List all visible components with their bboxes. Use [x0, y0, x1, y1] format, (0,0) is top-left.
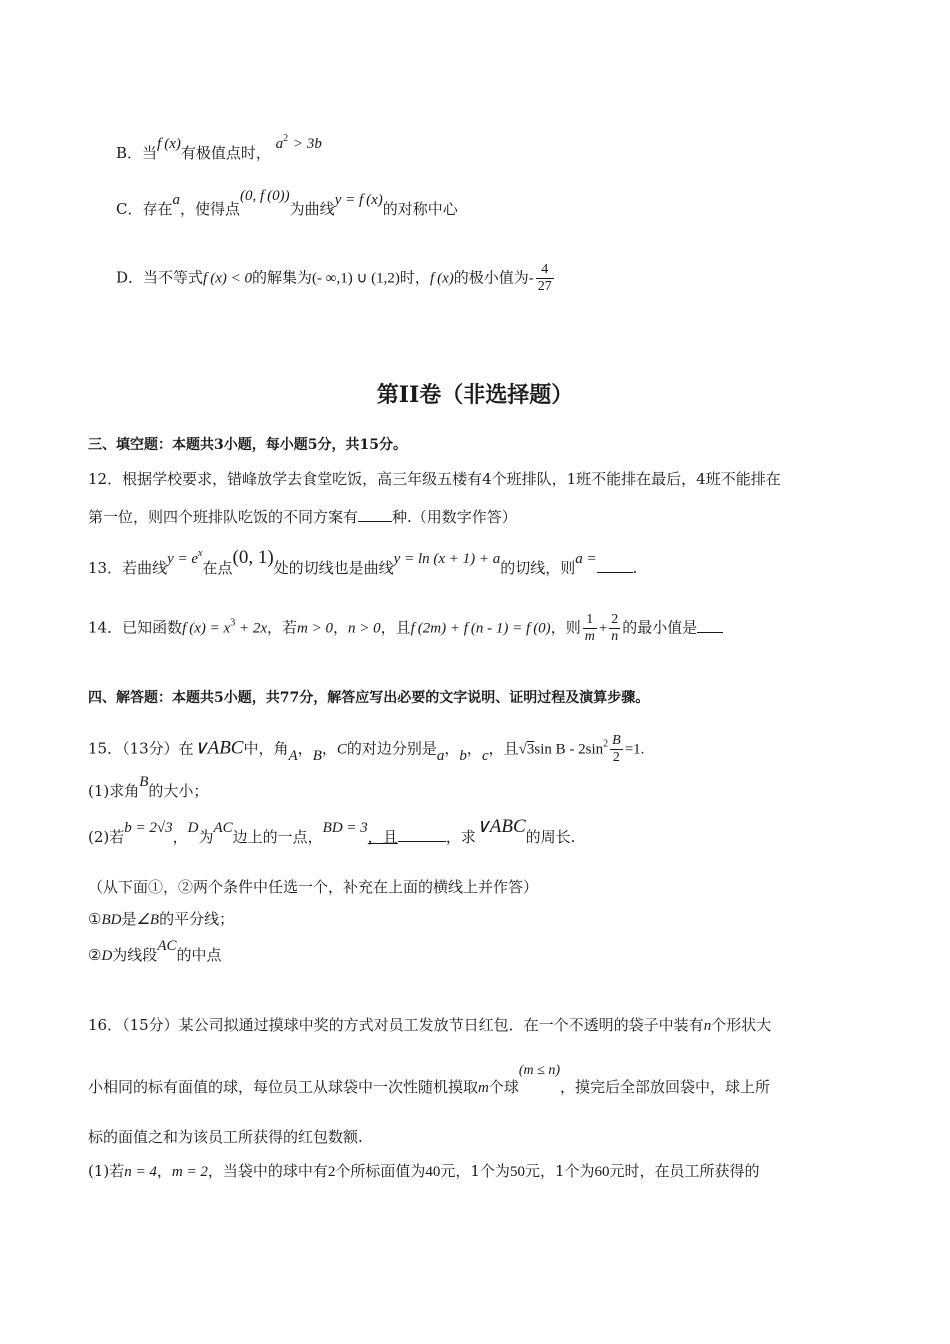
q16-line4: (1)若n = 4，m = 2，当袋中的球中有2个所标面值为40元，1个为50元，1个为60元时，在员工所获得的	[88, 1162, 760, 1180]
fraction: $\frac{4}{27}$	[537, 262, 552, 294]
q16-line2: 小相同的标有面值的球，每位员工从球袋中一次性随机摸取m个球(m ≤ n)，摸完后全部放回袋中，球上所	[88, 1063, 771, 1096]
fraction: $\frac{1}{m}$	[584, 612, 595, 644]
answer-blank	[358, 507, 392, 522]
option-c-label: C．	[116, 200, 143, 218]
section-title: 第II卷（非选择题）	[376, 382, 574, 408]
answer-blank	[398, 827, 446, 842]
q15-note: （从下面①，②两个条件中任选一个，补充在上面的横线上并作答）	[88, 878, 539, 896]
q15-part1: (1)求角B的大小；	[88, 774, 209, 800]
q14: 14．已知函数f $(x) = x^3 + 2x$，若m > 0，n > 0，且f (2m) + f (n - 1) = f (0)，则 $\frac{1}{m}$ + $\frac{2}{n}$ 的最小值是	[88, 612, 723, 645]
part4-header: 四、解答题：本题共5小题，共77分，解答应写出必要的文字说明、证明过程及演算步骤。	[88, 690, 650, 706]
sqrt-symbol: √	[518, 741, 527, 758]
q16-line1: 16．（15分）某公司拟通过摸球中奖的方式对员工发放节日红包．在一个不透明的袋子中装有n个形状大	[88, 1016, 772, 1034]
q12-line2: 第一位，则四个班排队吃饭的不同方案有 种.（用数字作答）	[88, 508, 517, 526]
q15-condition-1: ①BD是∠B的平分线；	[88, 910, 235, 928]
part3-header: 三、填空题：本题共3小题，每小题5分，共15分。	[88, 437, 407, 453]
fraction: $\frac{B}{2}$	[612, 733, 621, 765]
option-d: D．当不等式f (x) < 0的解集为(- ∞,1) ∪ (1,2)时，f (x)的极小值为- $\frac{4}{27}$	[116, 262, 552, 294]
option-d-label: D．	[116, 268, 144, 287]
q15-part2: (2)若b = 2√3，D为AC边上的一点，BD = 3，且 ，求∨ABC的周长.	[88, 816, 576, 846]
q16-line3: 标的面值之和为该员工所获得的红包数额.	[88, 1128, 363, 1146]
q13: 13．若曲线$y = e^x$在点(0, 1)处的切线也是曲线y = ln (x + 1) + a的切线，则a = .	[88, 547, 638, 577]
q15-stem: 15．（13分）在∨ABC中，角A，B，C的对边分别是a，b，c，且√3sin B - $2\sin^2$ $\frac{B}{2}$ =1.	[88, 733, 645, 765]
fraction: $\frac{2}{n}$	[611, 612, 619, 644]
answer-blank	[597, 558, 633, 573]
q12-line1: 12．根据学校要求，错峰放学去食堂吃饭，高三年级五楼有4个班排队，1班不能排在最后，4班不能排在	[88, 470, 781, 488]
math-fx: f (x)	[157, 136, 181, 152]
q15-condition-2: ②D为线段AC的中点	[88, 938, 222, 964]
option-b: B．当f (x)有极值点时， $a^2 > 3b$	[116, 133, 322, 162]
math-a: a	[275, 136, 284, 152]
answer-blank	[697, 618, 723, 633]
option-b-label: B．	[116, 144, 143, 162]
option-c: C．存在a，使得点(0, f (0))为曲线y = f (x)的对称中心	[116, 188, 458, 218]
